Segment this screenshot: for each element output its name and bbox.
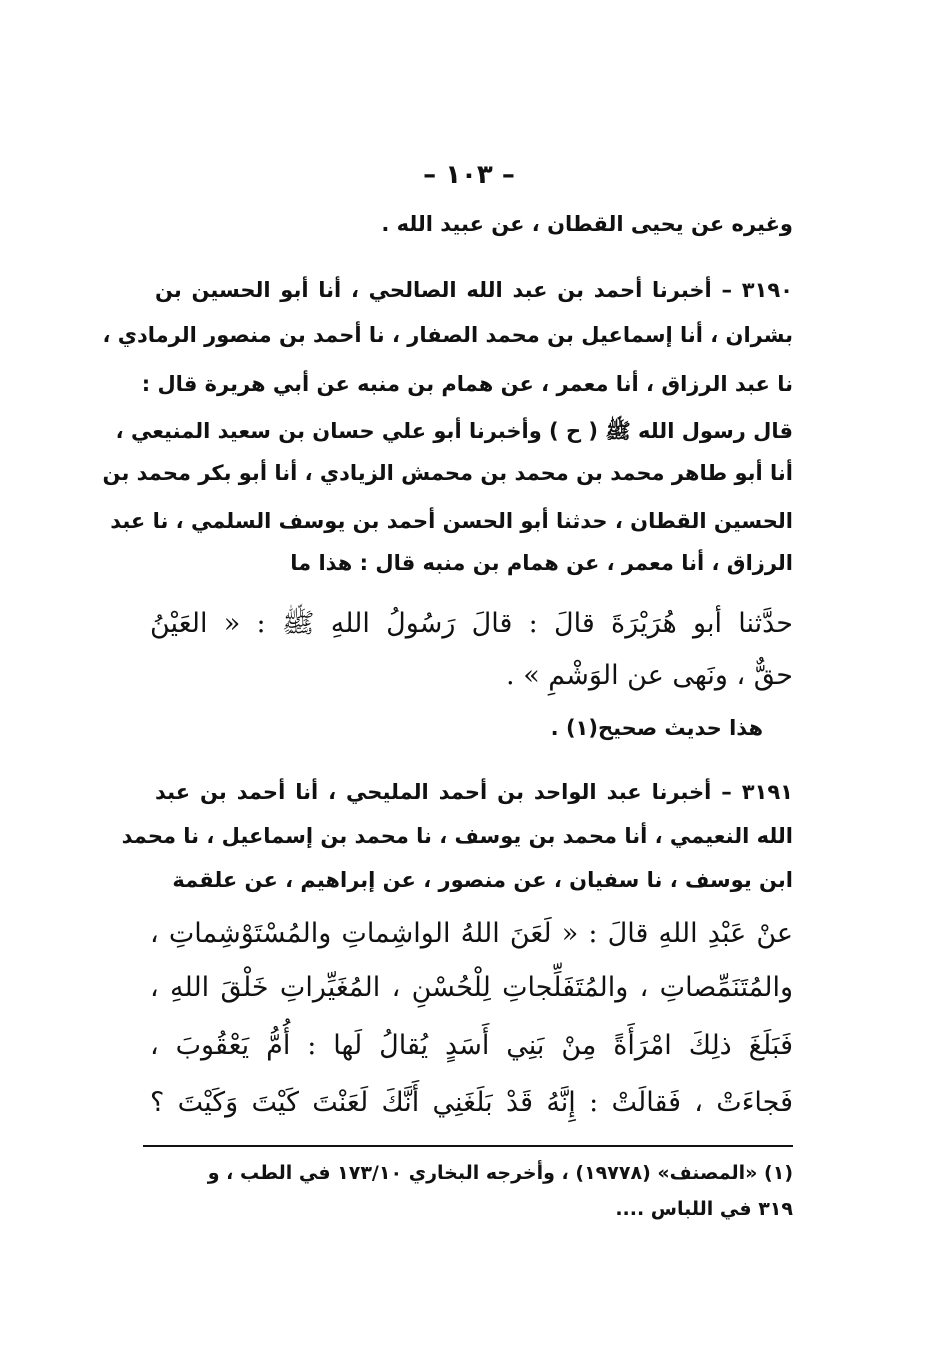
text-line: ٣١٩٠ – أخبرنا أحمد بن عبد الله الصالحي ، أنا أبو الحسين بن	[155, 278, 793, 302]
hadith-text-line: والمُتَنَمِّصاتِ ، والمُتَفَلِّجاتِ لِلْحُسْنِ ، المُغَيِّراتِ خَلْقَ اللهِ ،	[150, 972, 793, 1003]
footnote-divider	[143, 1145, 793, 1147]
hadith-text-line: حقٌّ ، ونَهى عن الوَشْمِ » .	[506, 660, 793, 691]
text-line: نا عبد الرزاق ، أنا معمر ، عن همام بن منبه عن أبي هريرة قال :	[141, 372, 793, 396]
hadith-text-line: فَجاءَتْ ، فَقالَتْ : إِنَّهُ قَدْ بَلَغَنِي أَنَّكَ لَعَنْتَ كَيْتَ وَكَيْتَ ؟	[150, 1087, 793, 1118]
hadith-text-line: حدَّثنا أبو هُرَيْرَةَ قالَ : قالَ رَسُولُ اللهِ ﷺ : « العَيْنُ	[150, 608, 793, 639]
text-line: بشران ، أنا إسماعيل بن محمد الصفار ، نا أحمد بن منصور الرمادي ،	[102, 323, 793, 347]
footnote-line: ٣١٩ في اللباس ....	[615, 1198, 793, 1220]
text-line: ٣١٩١ – أخبرنا عبد الواحد بن أحمد المليحي ، أنا أحمد بن عبد	[155, 780, 793, 804]
text-line: هذا حديث صحيح(١) .	[550, 716, 763, 740]
footnote-line: (١) «المصنف» (١٩٧٧٨) ، وأخرجه البخاري ١٧٣/١٠ في الطب ، و	[207, 1162, 793, 1184]
text-line: وغيره عن يحيى القطان ، عن عبيد الله .	[381, 212, 793, 236]
text-line: ابن يوسف ، نا سفيان ، عن منصور ، عن إبراهيم ، عن علقمة	[172, 868, 793, 892]
hadith-text-line: عنْ عَبْدِ اللهِ قالَ : « لَعَنَ اللهُ الواشِماتِ والمُسْتَوْشِماتِ ،	[150, 918, 793, 949]
text-line: الله النعيمي ، أنا محمد بن يوسف ، نا محمد بن إسماعيل ، نا محمد	[121, 824, 793, 848]
page-number: – ١٠٣ –	[423, 160, 515, 190]
hadith-text-line: فَبَلَغَ ذلِكَ امْرَأَةً مِنْ بَنِي أَسَدٍ يُقالُ لَها : أُمُّ يَعْقُوبَ ،	[150, 1030, 793, 1061]
text-line: قال رسول الله ﷺ ( ح ) وأخبرنا أبو علي حسان بن سعيد المنيعي ،	[115, 419, 793, 443]
text-line: الرزاق ، أنا معمر ، عن همام بن منبه قال : هذا ما	[290, 551, 793, 575]
text-line: الحسين القطان ، حدثنا أبو الحسن أحمد بن يوسف السلمي ، نا عبد	[110, 509, 793, 533]
text-line: أنا أبو طاهر محمد بن محمد بن محمش الزيادي ، أنا أبو بكر محمد بن	[102, 461, 793, 485]
